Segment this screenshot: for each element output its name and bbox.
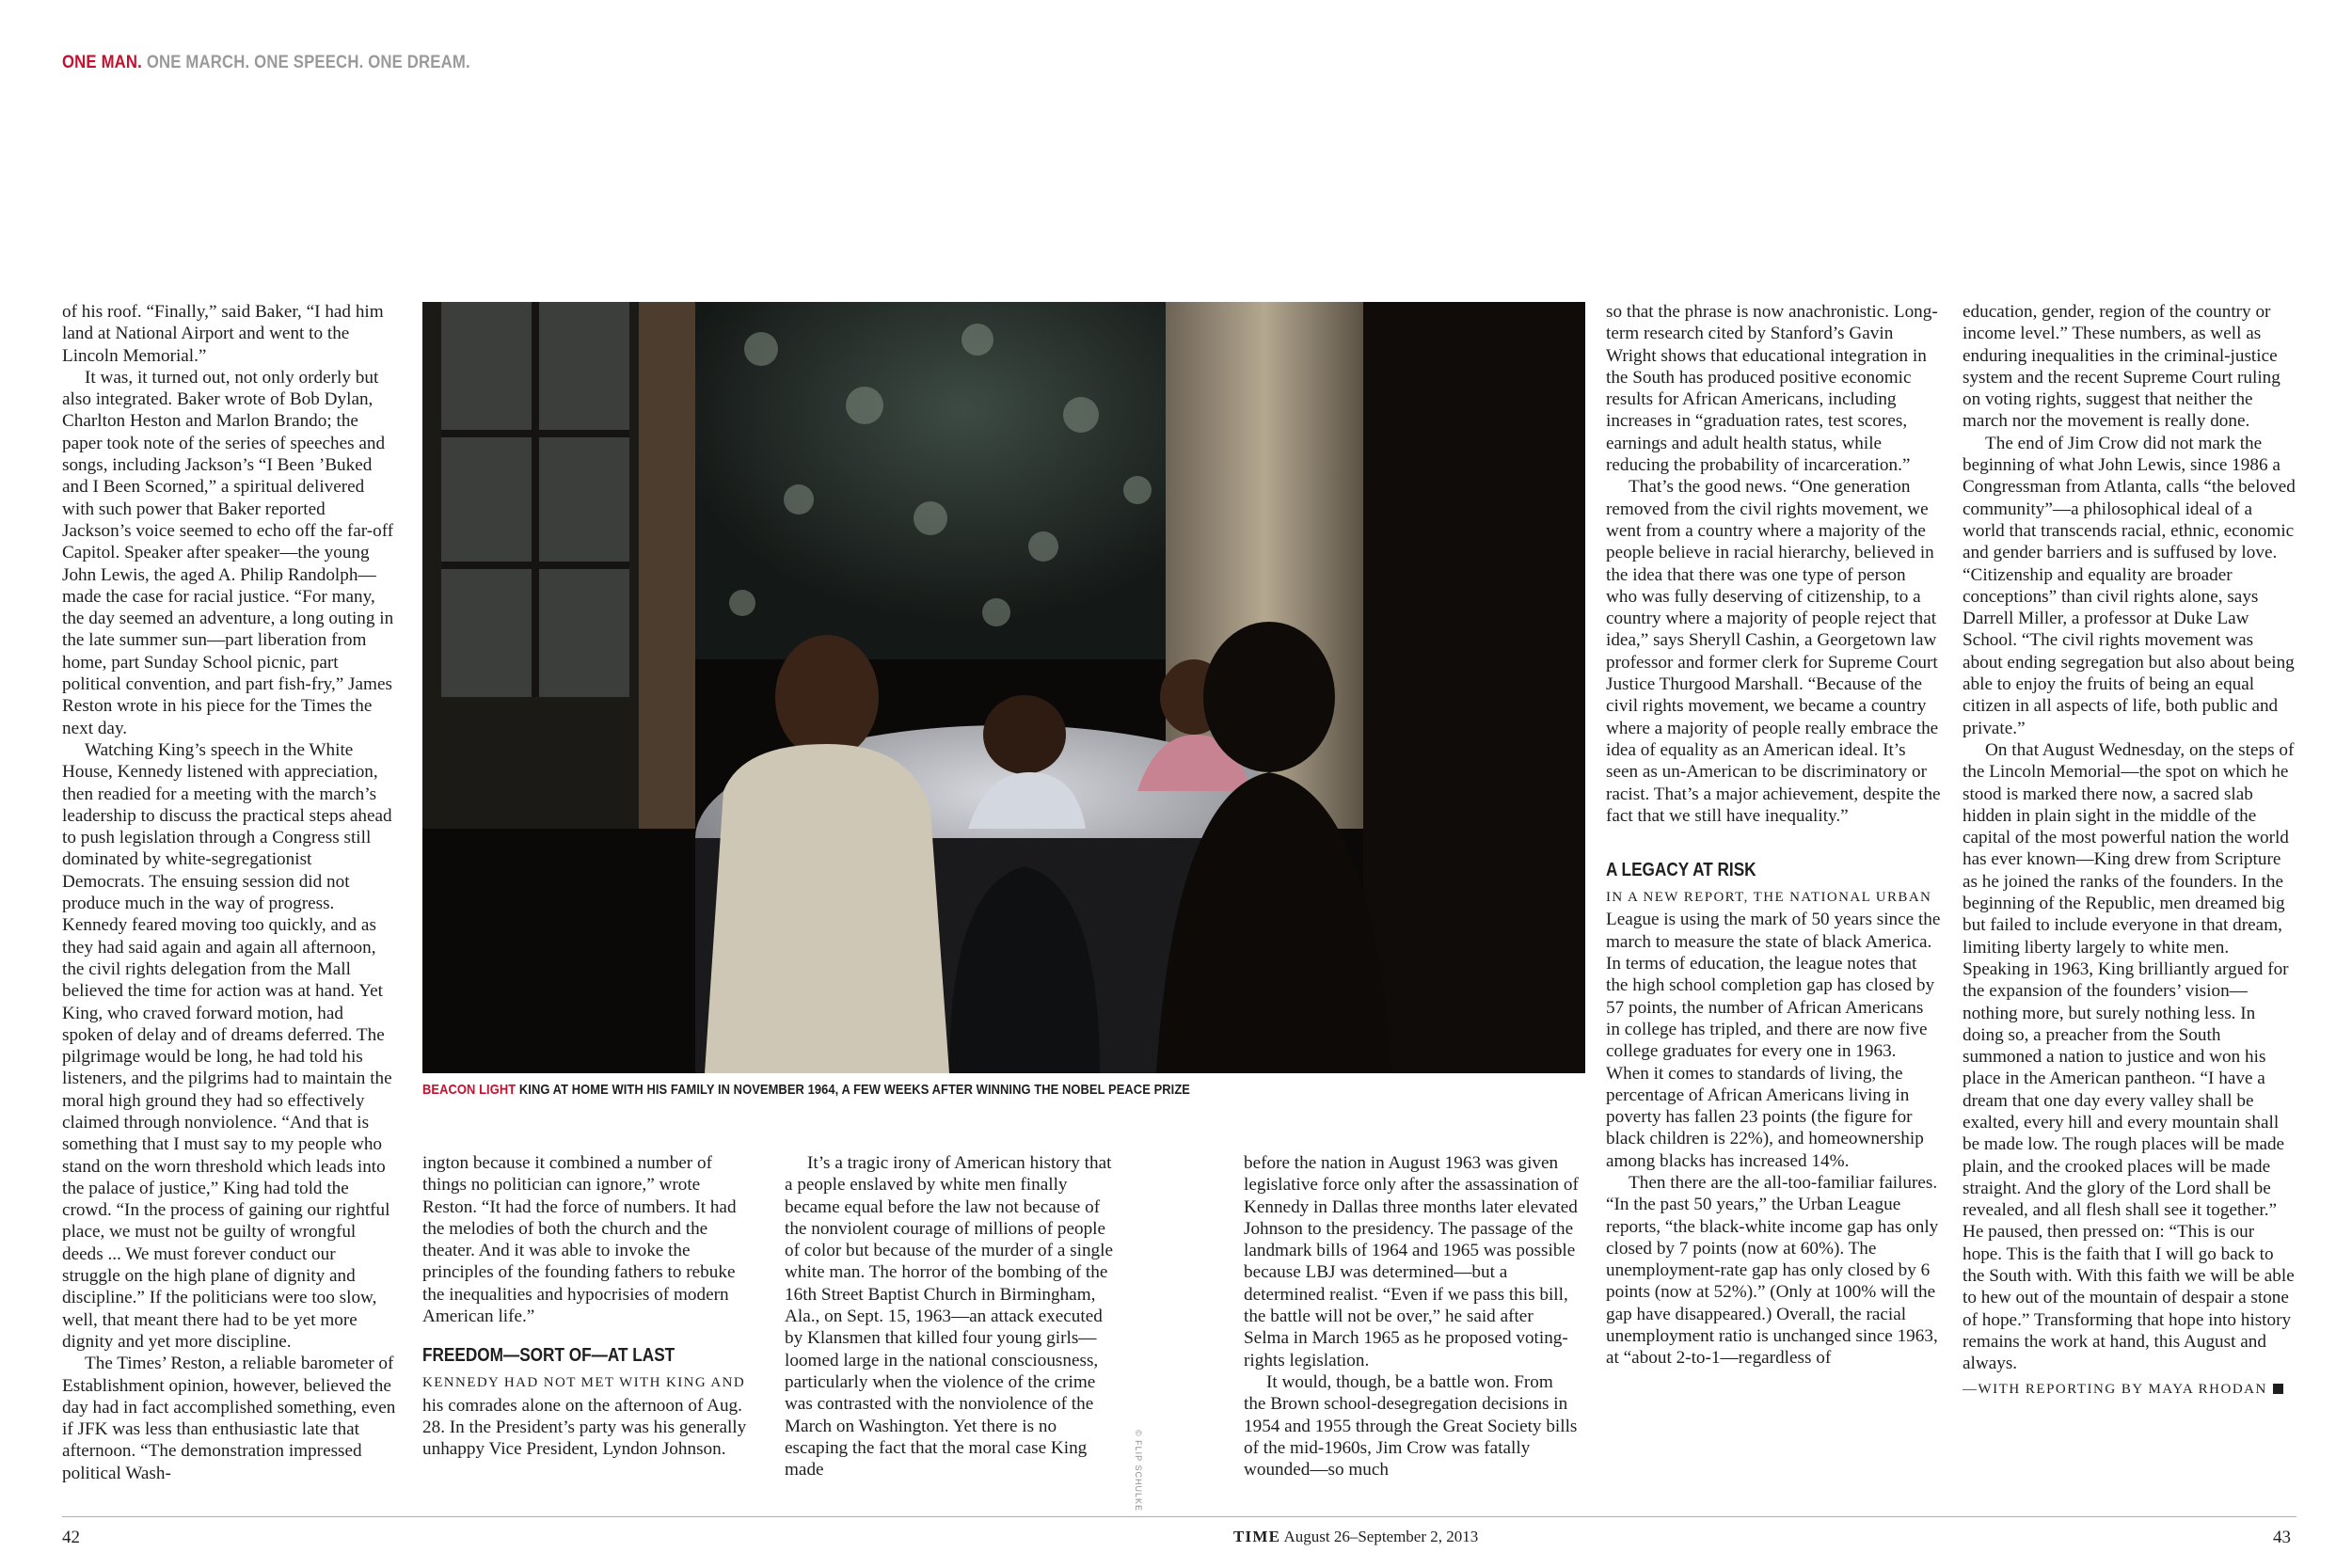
footer-rule xyxy=(62,1516,2296,1517)
photo-credit: © FLIP SCHULKE xyxy=(1134,1430,1143,1512)
reporting-credit: —WITH REPORTING BY MAYA RHODAN xyxy=(1963,1381,2267,1397)
kicker-rest: ONE MARCH. ONE SPEECH. ONE DREAM. xyxy=(142,53,470,72)
end-mark-icon xyxy=(2273,1384,2283,1394)
paragraph: before the nation in August 1963 was given legislative force only after the assassination of Kennedy in Dallas three months later elevated Johnson to the presidency. The passage of the landmark bills of 1964 and 1965 was possible because LBJ was determined—but a determined realist. “Even if we pass this bill, the battle will not be over,” he said after Selma in March 1965 as he proposed voting-rights legislation. xyxy=(1244,1153,1579,1370)
article-column-3 xyxy=(785,1152,1120,1481)
photo-caption xyxy=(422,1082,1190,1098)
section-subhead: A LEGACY AT RISK xyxy=(1606,860,1756,881)
paragraph: education, gender, region of the country or income level.” These numbers, as well as enduring inequalities in the criminal-justice system and the recent Supreme Court ruling on voting rights, suggest that neither the march nor the movement is really done. xyxy=(1963,302,2280,432)
paragraph: Watching King’s speech in the White House, Kennedy listened with appreciation, then readied for a meeting with the march’s leadership to discuss the practical steps ahead to push legislation through a Congress still dominated by white-segregationist Democrats. The ensuing session did not produce much in the way of progress. Kennedy feared moving too quickly, and as they had said again and again all afternoon, the civil rights delegation from the Mall believed the time for action was at hand. Yet King, who craved forward motion, had spoken of delay and of dreams deferred. The pilgrimage would be long, he had told his listeners, and the pilgrims had to maintain the moral high ground they had so effectively claimed through nonviolence. “And that is something that I must say to my people who stand on the worn threshold which leads into the palace of justice,” King had told the crowd. “In the process of gaining our rightful place, we must not be guilty of wrongful deeds ... We must forever conduct our struggle on the high plane of dignity and discipline.” If the politicians were too slow, well, that meant there had to be yet more dignity and yet more discipline. xyxy=(62,739,392,1352)
kicker-accent: ONE MAN. xyxy=(62,53,143,72)
paragraph: It’s a tragic irony of American history that a people enslaved by white men finally became equal before the law not because of the nonviolent courage of millions of people of color but because of the murder of a single white man. The horror of the bombing of the 16th Street Baptist Church in Birmingham, Ala., on Sept. 15, 1963—an attack executed by Klansmen that killed four young girls—loomed large in the national consciousness, particularly when the violence of the crime was contrasted with the nonviolence of the March on Washington. Yet there is no escaping the fact that the moral case King made xyxy=(785,1153,1113,1481)
issue-dates: August 26–September 2, 2013 xyxy=(1280,1528,1479,1545)
paragraph: The Times’ Reston, a reliable barometer of Establishment opinion, however, believed the day had in fact accomplished something, even if JFK was less than enthusiastic late that afternoon. “The demonstration impressed political Wash- xyxy=(62,1354,396,1483)
paragraph: of his roof. “Finally,” said Baker, “I had him land at National Airport and went to the Lincoln Memorial.” xyxy=(62,302,384,366)
article-column-2 xyxy=(422,1152,757,1461)
paragraph: It was, it turned out, not only orderly but also integrated. Baker wrote of Bob Dylan, Charlton Heston and Marlon Brando; the paper took note of the series of speeches and songs, including Jackson’s “I Been ’Buked and I Been Scorned,” a spiritual delivered with such power that Baker reported Jackson’s voice seemed to echo off the far-off Capitol. Speaker after speaker—the young John Lewis, the aged A. Philip Randolph—made the case for racial justice. “For many, the day seemed an adventure, a long outing in the late summer sun—part liberation from home, part Sunday School picnic, part political convention, and part fish-fry,” James Reston wrote in his piece for the Times the next day. xyxy=(62,367,394,738)
lead-in: IN A NEW REPORT, THE NATIONAL URBAN xyxy=(1606,890,1932,906)
paragraph: That’s the good news. “One generation removed from the civil rights movement, we went from a country where a majority of the people believe in racial hierarchy, believed in the idea that there was one type of person who was fully deserving of citizenship, to a country where a majority of people reject that idea,” says Sheryll Cashin, a Georgetown law professor and former clerk for Supreme Court Justice Thurgood Marshall. “Because of the civil rights movement, we became a country where a majority of people really embrace the idea of equality as an American ideal. It’s seen as un-American to be discriminatory or racist. That’s a major achievement, despite the fact that we still have inequality.” xyxy=(1606,477,1941,826)
caption-text: KING AT HOME WITH HIS FAMILY IN NOVEMBER 1964, A FEW WEEKS AFTER WINNING THE NOBEL PEACE PRIZE xyxy=(516,1082,1190,1098)
article-column-6 xyxy=(1963,301,2297,1401)
signoff xyxy=(1963,1377,2297,1401)
page-number-right: 43 xyxy=(2273,1528,2291,1547)
paragraph: ington because it combined a number of things no politician can ignore,” wrote Reston. “It had the force of numbers. It had the melodies of both the church and the theater. And it was able to invoke the principles of the founding fathers to rebuke the inequalities and hypocrisies of modern American life.” xyxy=(422,1153,737,1327)
paragraph: It would, though, be a battle won. From the Brown school-desegregation decisions in 1954 and 1955 through the Great Society bills of the mid-1960s, Jim Crow was fatally wounded—so much xyxy=(1244,1371,1578,1481)
paragraph: so that the phrase is now anachronistic. Long-term research cited by Stanford’s Gavin Wright shows that educational integration in the South has produced positive economic results for African Americans, including increases in “graduation rates, test scores, earnings and adult health status, while reducing the probability of incarceration.” xyxy=(1606,302,1938,476)
paragraph-text: his comrades alone on the afternoon of Aug. 28. In the President’s party was his generally unhappy Vice President, Lyndon Johnson. xyxy=(422,1395,747,1460)
paragraph-text: League is using the mark of 50 years since the march to measure the state of black America. In terms of education, the league notes that the high school completion gap has closed by 57 points, the number of African Americans in college has tripled, and there are now five college graduates for every one in 1963. When it comes to standards of living, the percentage of African Americans living in poverty has fallen 23 points (the figure for black children is 22%), and homeownership among blacks has increased 14%. xyxy=(1606,910,1941,1171)
section-kicker xyxy=(62,53,470,73)
article-column-1 xyxy=(62,301,397,1484)
photo-illustration xyxy=(422,302,1585,1073)
section-subhead: FREEDOM—SORT OF—AT LAST xyxy=(422,1345,675,1367)
photo-king-family-dinner xyxy=(422,302,1585,1073)
paragraph: Then there are the all-too-familiar failures. “In the past 50 years,” the Urban League reports, “the black-white income gap has only closed by 7 points (now at 60%). The unemployment-rate gap has only closed by 6 points (now at 52%).” (Only at 100% will the gap have disappeared.) Overall, the racial unemployment ratio is unchanged since 1963, at “about 2-to-1—regardless of xyxy=(1606,1172,1939,1369)
paragraph: The end of Jim Crow did not mark the beginning of what John Lewis, since 1986 a Congressman from Atlanta, calls “the beloved community”—a philosophical ideal of a world that transcends racial, ethnic, economic and gender barriers and is suffused by love. “Citizenship and equality are broader conceptions” than civil rights alone, says Darrell Miller, a professor at Duke Law School. “The civil rights movement was about ending segregation but also about being able to enjoy the fruits of being an equal citizen in all aspects of life, both public and private.” xyxy=(1963,433,2296,738)
page-number-left: 42 xyxy=(62,1528,80,1547)
article-column-5 xyxy=(1606,301,1941,1370)
caption-label: BEACON LIGHT xyxy=(422,1082,516,1098)
paragraph xyxy=(1606,885,1941,1172)
footer-issue xyxy=(1233,1528,1478,1546)
article-column-4 xyxy=(1244,1152,1579,1481)
paragraph: On that August Wednesday, on the steps of the Lincoln Memorial—the spot on which he stood is marked there now, a sacred slab hidden in plain sight in the middle of the capital of the most powerful nation the world has ever known—King drew from Scripture as he joined the ranks of the founders. In the beginning of the Republic, men dreamed big but failed to include everyone in that dream, limiting liberty largely to white men. Speaking in 1963, King brilliantly argued for the expansion of the founders’ vision—nothing more, but surely nothing less. In doing so, a preacher from the South summoned a nation to justice and won his place in the American pantheon. “I have a dream that one day every valley shall be exalted, every hill and every mountain shall be made low. The rough places will be made plain, and the crooked places will be made straight. And the glory of the Lord shall be revealed, and all flesh shall see it together.” He paused, then pressed on: “This is our hope. This is the faith that I will go back to the South with. With this faith we will be able to hew out of the mountain of despair a stone of hope.” Transforming that hope into history remains the work at hand, this August and always. xyxy=(1963,739,2295,1374)
paragraph xyxy=(422,1370,757,1460)
lead-in: KENNEDY HAD NOT MET WITH KING AND xyxy=(422,1375,746,1391)
magazine-name: TIME xyxy=(1233,1528,1281,1545)
